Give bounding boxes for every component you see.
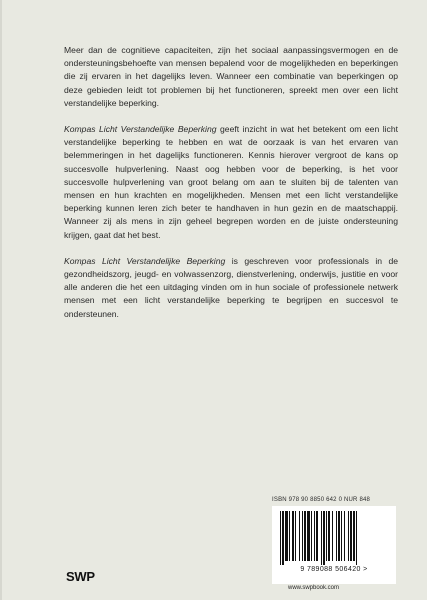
barcode-icon (278, 511, 390, 565)
barcode-block (272, 497, 402, 584)
barcode-digits: 9 789088 506420 > (300, 566, 368, 573)
blurb-paragraph-3-text: is geschreven voor professionals in de gezondheidszorg, jeugd- en volwassenzorg, dienstverlening, onderwijs, justitie en voor alle anderen die het een uitdaging vinden om in hun sociale of professionele netwerk mensen met een licht verstandelijke beperking te begrijpen en succesvol te ondersteunen. (64, 255, 398, 319)
publisher-logo: SWP (66, 569, 95, 584)
isbn-line: ISBN 978 90 8850 642 0 NUR 848 (272, 497, 371, 503)
blurb-paragraph-3 (64, 255, 398, 321)
blurb-paragraph-2 (64, 123, 398, 242)
back-cover-blurb (64, 44, 398, 334)
book-title-italic: Kompas Licht Verstandelijke Beperking (64, 255, 226, 266)
barcode (272, 506, 396, 584)
blurb-paragraph-1: Meer dan de cognitieve capaciteiten, zijn het sociaal aanpassingsvermogen en de ondersteuningsbehoefte van mensen bepalend voor de mogelijkheden en beperkingen die zij ervaren in het dagelijks leven. Wanneer een combinatie van beperkingen op deze gebieden leidt tot problemen bij het functioneren, spreekt men over een licht verstandelijke beperking. (64, 45, 398, 108)
blurb-paragraph-2-text: geeft inzicht in wat het betekent om een licht verstandelijke beperking te hebben en wat de oorzaak is van het ervaren van belemmeringen in het dagelijks functioneren. Kennis hierover vergroot de kans op succesvolle hulpverlening. Naast oog hebben voor de beperking, is het voor succesvolle hulpverlening van groot belang om aan te sluiten bij de talenten van mensen en hun krachten en mogelijkheden. Mensen met een licht verstandelijke beperking kunnen leren zich beter te handhaven in hun gezin en de maatschappij. Wanneer zij als mens in zijn geheel begrepen worden en de juiste ondersteuning krijgen, gaat dat het best. (64, 124, 399, 240)
book-title-italic: Kompas Licht Verstandelijke Beperking (64, 124, 217, 135)
publisher-url: www.swpbook.com (288, 585, 340, 591)
